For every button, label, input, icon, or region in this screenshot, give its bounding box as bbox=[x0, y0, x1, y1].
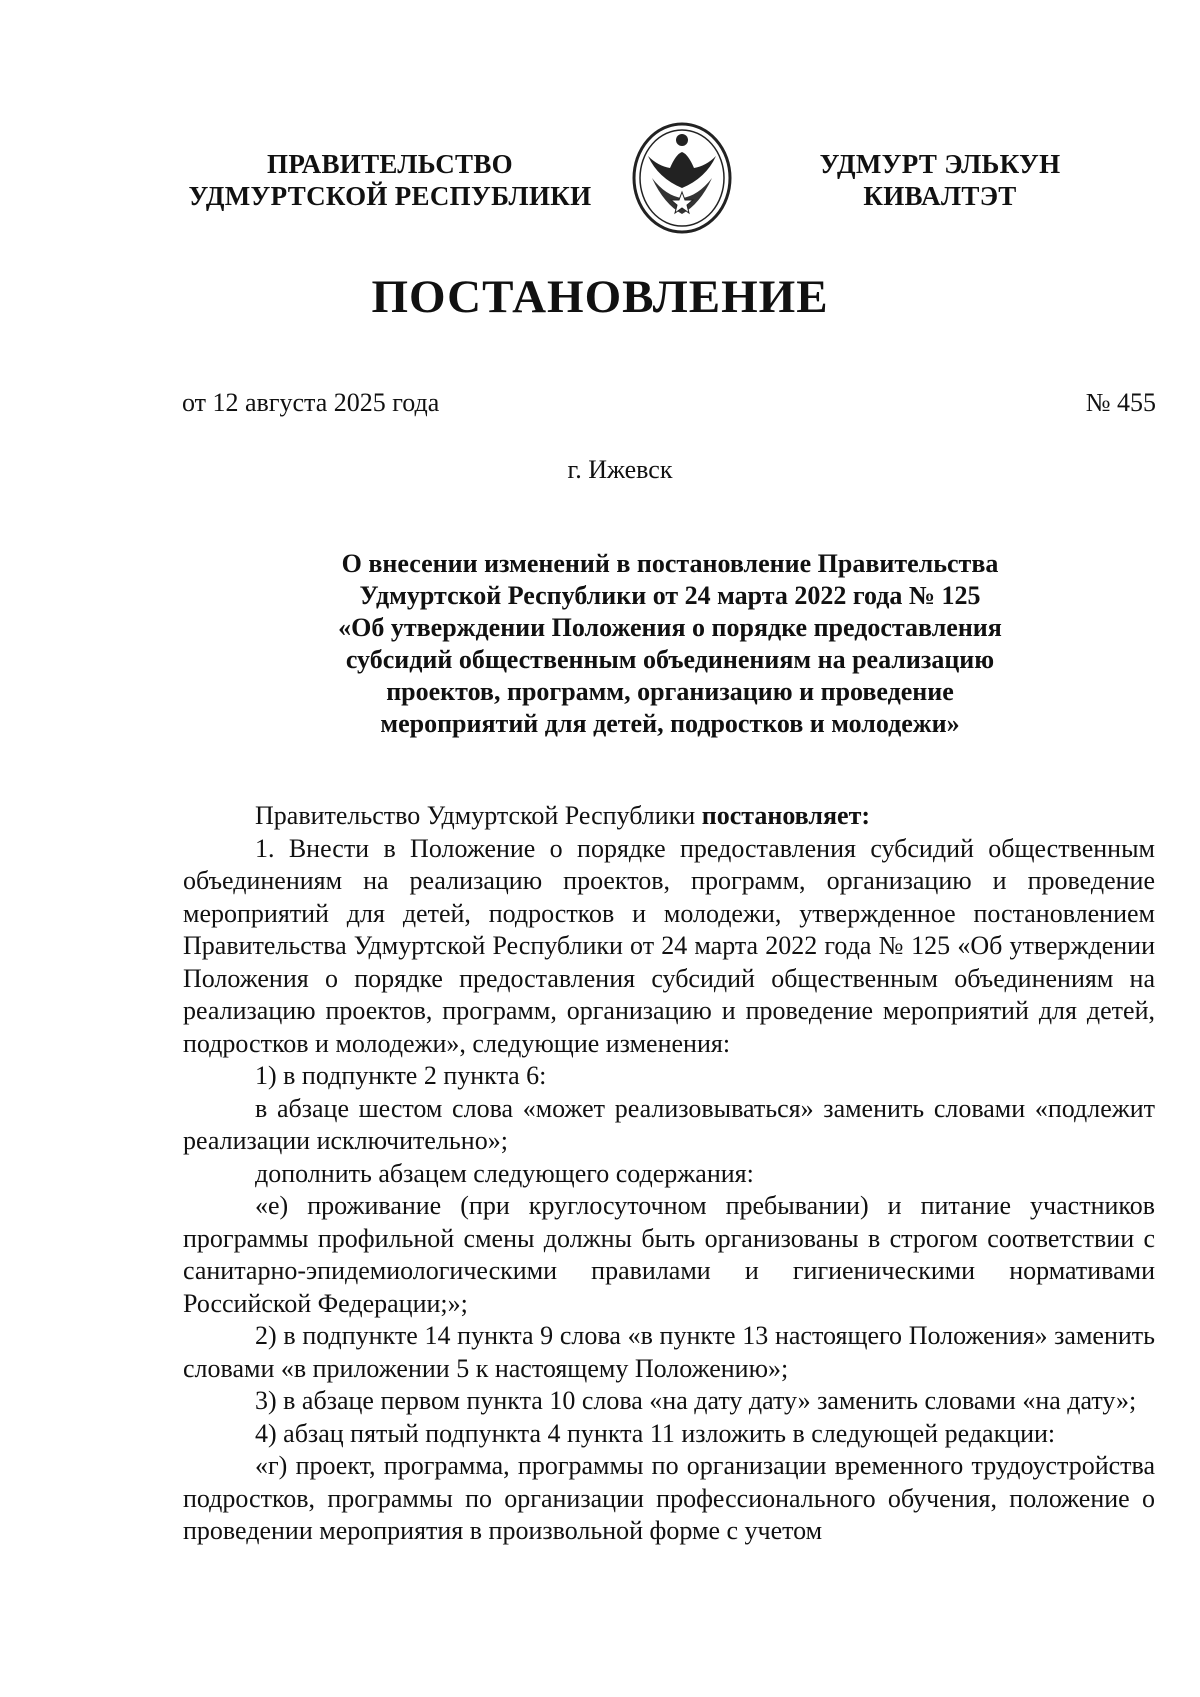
intro-paragraph bbox=[183, 800, 1155, 833]
document-title bbox=[270, 548, 1070, 740]
title-line: О внесении изменений в постановление Правительства bbox=[341, 549, 999, 578]
document-number: № 455 bbox=[1085, 388, 1156, 417]
header-right-line2: КИВАЛТЭТ bbox=[863, 181, 1017, 211]
body-paragraph: 3) в абзаце первом пункта 10 слова «на дату дату» заменить словами «на дату»; bbox=[255, 1386, 1137, 1415]
body-paragraph: в абзаце шестом слова «может реализовываться» заменить словами «подлежит реализации исключительно»; bbox=[183, 1093, 1155, 1155]
header-left-ru bbox=[170, 148, 610, 212]
header-left-line1: ПРАВИТЕЛЬСТВО bbox=[267, 149, 513, 179]
document-type: ПОСТАНОВЛЕНИЕ bbox=[371, 271, 829, 323]
title-line: субсидий общественным объединениям на реализацию bbox=[345, 645, 995, 674]
header-right-line1: УДМУРТ ЭЛЬКУН bbox=[819, 149, 1061, 179]
body-paragraph: 1) в подпункте 2 пункта 6: bbox=[255, 1061, 547, 1090]
body-paragraph: 4) абзац пятый подпункта 4 пункта 11 изложить в следующей редакции: bbox=[255, 1418, 1056, 1448]
body-paragraph: 1. Внести в Положение о порядке предоставления субсидий общественным объединениям на реализацию проектов, программ, организацию и проведение мероприятий для детей, подростков и молодежи, утвержденное постановлением Правительства Удмуртской Республики от 24 марта 2022 года № 125 «Об утверждении Положения о порядке предоставления субсидий общественным объединениям на реализацию проектов, программ, организацию и проведение мероприятий для детей, подростков и молодежи», следующие изменения: bbox=[183, 833, 1155, 1058]
body-paragraph: дополнить абзацем следующего содержания: bbox=[255, 1158, 754, 1188]
header-right-udm bbox=[770, 148, 1110, 212]
title-line: мероприятий для детей, подростков и молодежи» bbox=[380, 709, 960, 738]
title-line: проектов, программ, организацию и проведение bbox=[386, 677, 954, 706]
document-date: от 12 августа 2025 года bbox=[182, 388, 440, 417]
intro-strong: постановляет: bbox=[701, 801, 870, 830]
intro-text: Правительство Удмуртской Республики bbox=[255, 801, 702, 830]
title-line: Удмуртской Республики от 24 марта 2022 года № 125 bbox=[359, 581, 981, 610]
udmurt-coat-of-arms-icon bbox=[628, 118, 736, 236]
document-body bbox=[183, 800, 1155, 1548]
body-paragraph: 2) в подпункте 14 пункта 9 слова «в пункте 13 настоящего Положения» заменить словами «в приложении 5 к настоящему Положению»; bbox=[183, 1321, 1155, 1383]
document-city: г. Ижевск bbox=[567, 455, 673, 484]
title-line: «Об утверждении Положения о порядке предоставления bbox=[338, 613, 1002, 642]
header-left-line2: УДМУРТСКОЙ РЕСПУБЛИКИ bbox=[188, 181, 592, 211]
body-paragraph: «е) проживание (при круглосуточном пребывании) и питание участников программы профильной смены должны быть организованы в строгом соответствии с санитарно-эпидемиологическими правилами и гигиеническими нормативами Российской Федерации;»; bbox=[183, 1191, 1155, 1318]
body-paragraph: «г) проект, программа, программы по организации временного трудоустройства подростков, программы по организации профессионального обучения, положение о проведении мероприятия в произвольной форме с учетом bbox=[183, 1451, 1155, 1545]
